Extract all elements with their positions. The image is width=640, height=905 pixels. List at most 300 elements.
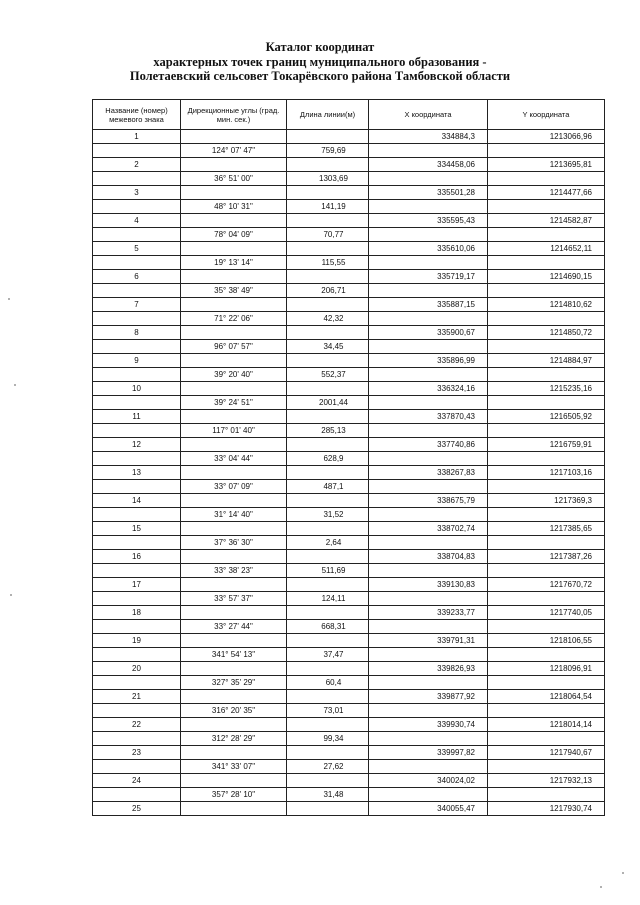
line-length: 31,52 xyxy=(287,508,369,522)
scan-speck xyxy=(600,886,602,888)
table-row-segment xyxy=(93,480,605,494)
table-row-point xyxy=(93,438,605,452)
header-length: Длина линии(м) xyxy=(287,100,369,130)
empty-cell xyxy=(287,802,369,816)
empty-cell xyxy=(287,270,369,284)
empty-cell xyxy=(181,326,287,340)
empty-cell xyxy=(93,200,181,214)
line-length: 2,64 xyxy=(287,536,369,550)
empty-cell xyxy=(287,298,369,312)
point-number: 4 xyxy=(93,214,181,228)
x-coordinate: 338704,83 xyxy=(369,550,488,564)
point-number: 22 xyxy=(93,718,181,732)
x-coordinate: 335896,99 xyxy=(369,354,488,368)
table-row-segment xyxy=(93,732,605,746)
empty-cell xyxy=(369,648,488,662)
empty-cell xyxy=(488,284,605,298)
table-row-segment xyxy=(93,508,605,522)
empty-cell xyxy=(488,396,605,410)
empty-cell xyxy=(181,522,287,536)
empty-cell xyxy=(369,536,488,550)
empty-cell xyxy=(287,466,369,480)
empty-cell xyxy=(93,704,181,718)
table-header-row xyxy=(93,100,605,130)
line-length: 124,11 xyxy=(287,592,369,606)
y-coordinate: 1217930,74 xyxy=(488,802,605,816)
x-coordinate: 338267,83 xyxy=(369,466,488,480)
empty-cell xyxy=(287,158,369,172)
empty-cell xyxy=(181,662,287,676)
direction-angle: 117° 01' 40" xyxy=(181,424,287,438)
table-row-segment xyxy=(93,144,605,158)
direction-angle: 78° 04' 09" xyxy=(181,228,287,242)
table-row-segment xyxy=(93,368,605,382)
empty-cell xyxy=(488,536,605,550)
empty-cell xyxy=(181,746,287,760)
empty-cell xyxy=(287,214,369,228)
table-row-segment xyxy=(93,788,605,802)
empty-cell xyxy=(93,228,181,242)
direction-angle: 33° 57' 37" xyxy=(181,592,287,606)
empty-cell xyxy=(369,564,488,578)
x-coordinate: 335887,15 xyxy=(369,298,488,312)
empty-cell xyxy=(287,354,369,368)
x-coordinate: 334458,06 xyxy=(369,158,488,172)
empty-cell xyxy=(488,312,605,326)
point-number: 15 xyxy=(93,522,181,536)
empty-cell xyxy=(488,592,605,606)
direction-angle: 39° 20' 40" xyxy=(181,368,287,382)
line-length: 2001,44 xyxy=(287,396,369,410)
line-length: 628,9 xyxy=(287,452,369,466)
empty-cell xyxy=(369,592,488,606)
empty-cell xyxy=(181,298,287,312)
empty-cell xyxy=(488,424,605,438)
point-number: 20 xyxy=(93,662,181,676)
empty-cell xyxy=(369,172,488,186)
empty-cell xyxy=(287,438,369,452)
point-number: 10 xyxy=(93,382,181,396)
y-coordinate: 1217369,3 xyxy=(488,494,605,508)
table-row-point xyxy=(93,802,605,816)
empty-cell xyxy=(488,676,605,690)
table-row-segment xyxy=(93,452,605,466)
x-coordinate: 339877,92 xyxy=(369,690,488,704)
scan-speck xyxy=(8,298,10,300)
table-row-point xyxy=(93,298,605,312)
empty-cell xyxy=(93,256,181,270)
empty-cell xyxy=(181,606,287,620)
x-coordinate: 340024,02 xyxy=(369,774,488,788)
line-length: 141,19 xyxy=(287,200,369,214)
direction-angle: 124° 07' 47" xyxy=(181,144,287,158)
y-coordinate: 1214477,66 xyxy=(488,186,605,200)
x-coordinate: 339826,93 xyxy=(369,662,488,676)
empty-cell xyxy=(369,424,488,438)
direction-angle: 31° 14' 40" xyxy=(181,508,287,522)
x-coordinate: 335610,06 xyxy=(369,242,488,256)
empty-cell xyxy=(369,676,488,690)
header-name: Название (номер) межевого знака xyxy=(93,100,181,130)
table-row-segment xyxy=(93,172,605,186)
empty-cell xyxy=(369,620,488,634)
empty-cell xyxy=(488,340,605,354)
direction-angle: 39° 24' 51" xyxy=(181,396,287,410)
empty-cell xyxy=(488,452,605,466)
table-row-segment xyxy=(93,676,605,690)
empty-cell xyxy=(488,704,605,718)
point-number: 21 xyxy=(93,690,181,704)
direction-angle: 33° 27' 44" xyxy=(181,620,287,634)
table-row-point xyxy=(93,690,605,704)
direction-angle: 327° 35' 29" xyxy=(181,676,287,690)
y-coordinate: 1217670,72 xyxy=(488,578,605,592)
point-number: 13 xyxy=(93,466,181,480)
x-coordinate: 339233,77 xyxy=(369,606,488,620)
empty-cell xyxy=(488,620,605,634)
y-coordinate: 1217387,26 xyxy=(488,550,605,564)
table-row-point xyxy=(93,662,605,676)
table-row-segment xyxy=(93,704,605,718)
direction-angle: 33° 04' 44" xyxy=(181,452,287,466)
empty-cell xyxy=(181,186,287,200)
empty-cell xyxy=(369,256,488,270)
empty-cell xyxy=(181,382,287,396)
direction-angle: 71° 22' 06" xyxy=(181,312,287,326)
line-length: 31,48 xyxy=(287,788,369,802)
line-length: 27,62 xyxy=(287,760,369,774)
empty-cell xyxy=(93,536,181,550)
empty-cell xyxy=(287,662,369,676)
y-coordinate: 1214850,72 xyxy=(488,326,605,340)
empty-cell xyxy=(369,340,488,354)
empty-cell xyxy=(287,242,369,256)
direction-angle: 37° 36' 30" xyxy=(181,536,287,550)
y-coordinate: 1215235,16 xyxy=(488,382,605,396)
point-number: 5 xyxy=(93,242,181,256)
empty-cell xyxy=(93,564,181,578)
table-row-segment xyxy=(93,396,605,410)
table-row-point xyxy=(93,634,605,648)
table-row-segment xyxy=(93,564,605,578)
table-row-segment xyxy=(93,424,605,438)
table-row-segment xyxy=(93,592,605,606)
empty-cell xyxy=(93,760,181,774)
table-row-point xyxy=(93,326,605,340)
document-title xyxy=(0,40,640,84)
empty-cell xyxy=(287,746,369,760)
point-number: 2 xyxy=(93,158,181,172)
empty-cell xyxy=(369,284,488,298)
header-y: Y координата xyxy=(488,100,605,130)
direction-angle: 35° 38' 49" xyxy=(181,284,287,298)
direction-angle: 357° 28' 10" xyxy=(181,788,287,802)
x-coordinate: 335595,43 xyxy=(369,214,488,228)
x-coordinate: 337870,43 xyxy=(369,410,488,424)
empty-cell xyxy=(287,690,369,704)
empty-cell xyxy=(287,578,369,592)
table-row-point xyxy=(93,494,605,508)
empty-cell xyxy=(93,340,181,354)
empty-cell xyxy=(93,312,181,326)
table-row-point xyxy=(93,774,605,788)
empty-cell xyxy=(488,760,605,774)
x-coordinate: 339997,82 xyxy=(369,746,488,760)
line-length: 1303,69 xyxy=(287,172,369,186)
empty-cell xyxy=(369,312,488,326)
direction-angle: 341° 54' 13" xyxy=(181,648,287,662)
empty-cell xyxy=(93,508,181,522)
table-row-point xyxy=(93,606,605,620)
direction-angle: 33° 07' 09" xyxy=(181,480,287,494)
empty-cell xyxy=(488,228,605,242)
x-coordinate: 335501,28 xyxy=(369,186,488,200)
empty-cell xyxy=(181,718,287,732)
table-row-segment xyxy=(93,648,605,662)
direction-angle: 19° 13' 14" xyxy=(181,256,287,270)
line-length: 73,01 xyxy=(287,704,369,718)
table-row-point xyxy=(93,186,605,200)
empty-cell xyxy=(369,788,488,802)
y-coordinate: 1214690,15 xyxy=(488,270,605,284)
empty-cell xyxy=(369,144,488,158)
empty-cell xyxy=(369,200,488,214)
point-number: 9 xyxy=(93,354,181,368)
empty-cell xyxy=(93,396,181,410)
direction-angle: 341° 33' 07" xyxy=(181,760,287,774)
empty-cell xyxy=(369,704,488,718)
title-line-3: Полетаевский сельсовет Токарёвского района Тамбовской области xyxy=(129,69,511,83)
y-coordinate: 1214884,97 xyxy=(488,354,605,368)
empty-cell xyxy=(93,284,181,298)
table-row-segment xyxy=(93,256,605,270)
empty-cell xyxy=(287,606,369,620)
empty-cell xyxy=(488,144,605,158)
empty-cell xyxy=(369,480,488,494)
y-coordinate: 1213066,96 xyxy=(488,130,605,144)
table-row-segment xyxy=(93,760,605,774)
point-number: 14 xyxy=(93,494,181,508)
line-length: 668,31 xyxy=(287,620,369,634)
empty-cell xyxy=(181,270,287,284)
empty-cell xyxy=(181,438,287,452)
empty-cell xyxy=(488,564,605,578)
empty-cell xyxy=(488,732,605,746)
direction-angle: 33° 38' 23" xyxy=(181,564,287,578)
table-row-point xyxy=(93,242,605,256)
empty-cell xyxy=(93,592,181,606)
empty-cell xyxy=(369,452,488,466)
y-coordinate: 1214652,11 xyxy=(488,242,605,256)
table-row-segment xyxy=(93,536,605,550)
empty-cell xyxy=(181,130,287,144)
direction-angle: 96° 07' 57" xyxy=(181,340,287,354)
empty-cell xyxy=(287,522,369,536)
empty-cell xyxy=(93,452,181,466)
header-angles: Дирекционные углы (град. мин. сек.) xyxy=(181,100,287,130)
empty-cell xyxy=(181,690,287,704)
empty-cell xyxy=(287,410,369,424)
y-coordinate: 1213695,81 xyxy=(488,158,605,172)
point-number: 11 xyxy=(93,410,181,424)
empty-cell xyxy=(181,774,287,788)
x-coordinate: 334884,3 xyxy=(369,130,488,144)
x-coordinate: 339130,83 xyxy=(369,578,488,592)
empty-cell xyxy=(181,550,287,564)
empty-cell xyxy=(287,634,369,648)
scan-speck xyxy=(622,872,624,874)
y-coordinate: 1214810,62 xyxy=(488,298,605,312)
empty-cell xyxy=(181,494,287,508)
table-row-point xyxy=(93,578,605,592)
empty-cell xyxy=(181,158,287,172)
empty-cell xyxy=(369,732,488,746)
coordinates-table xyxy=(92,99,605,816)
table-row-point xyxy=(93,354,605,368)
x-coordinate: 335719,17 xyxy=(369,270,488,284)
table-row-segment xyxy=(93,312,605,326)
x-coordinate: 338702,74 xyxy=(369,522,488,536)
empty-cell xyxy=(369,760,488,774)
y-coordinate: 1214582,87 xyxy=(488,214,605,228)
point-number: 6 xyxy=(93,270,181,284)
empty-cell xyxy=(93,732,181,746)
x-coordinate: 335900,67 xyxy=(369,326,488,340)
table-row-point xyxy=(93,746,605,760)
empty-cell xyxy=(287,326,369,340)
empty-cell xyxy=(287,130,369,144)
point-number: 18 xyxy=(93,606,181,620)
empty-cell xyxy=(181,466,287,480)
empty-cell xyxy=(181,214,287,228)
point-number: 17 xyxy=(93,578,181,592)
table-row-point xyxy=(93,718,605,732)
empty-cell xyxy=(287,382,369,396)
line-length: 70,77 xyxy=(287,228,369,242)
x-coordinate: 338675,79 xyxy=(369,494,488,508)
line-length: 552,37 xyxy=(287,368,369,382)
empty-cell xyxy=(287,718,369,732)
point-number: 7 xyxy=(93,298,181,312)
empty-cell xyxy=(488,480,605,494)
empty-cell xyxy=(287,550,369,564)
line-length: 487,1 xyxy=(287,480,369,494)
table-row-point xyxy=(93,158,605,172)
empty-cell xyxy=(181,242,287,256)
table-row-point xyxy=(93,410,605,424)
line-length: 34,45 xyxy=(287,340,369,354)
direction-angle: 316° 20' 35" xyxy=(181,704,287,718)
table-row-point xyxy=(93,214,605,228)
point-number: 19 xyxy=(93,634,181,648)
y-coordinate: 1217103,16 xyxy=(488,466,605,480)
table-row-segment xyxy=(93,228,605,242)
empty-cell xyxy=(93,480,181,494)
empty-cell xyxy=(93,144,181,158)
y-coordinate: 1218064,54 xyxy=(488,690,605,704)
header-x: X координата xyxy=(369,100,488,130)
table-row-point xyxy=(93,270,605,284)
x-coordinate: 339930,74 xyxy=(369,718,488,732)
table-row-point xyxy=(93,130,605,144)
y-coordinate: 1216505,92 xyxy=(488,410,605,424)
title-line-2: характерных точек границ муниципального образования - xyxy=(153,54,487,69)
table-row-point xyxy=(93,466,605,480)
line-length: 42,32 xyxy=(287,312,369,326)
y-coordinate: 1217740,05 xyxy=(488,606,605,620)
empty-cell xyxy=(488,648,605,662)
empty-cell xyxy=(181,634,287,648)
empty-cell xyxy=(93,172,181,186)
line-length: 99,34 xyxy=(287,732,369,746)
y-coordinate: 1218014,14 xyxy=(488,718,605,732)
point-number: 1 xyxy=(93,130,181,144)
empty-cell xyxy=(287,774,369,788)
scan-speck xyxy=(14,384,16,386)
point-number: 16 xyxy=(93,550,181,564)
point-number: 23 xyxy=(93,746,181,760)
empty-cell xyxy=(488,368,605,382)
empty-cell xyxy=(181,802,287,816)
direction-angle: 48° 10' 31" xyxy=(181,200,287,214)
line-length: 115,55 xyxy=(287,256,369,270)
empty-cell xyxy=(181,578,287,592)
direction-angle: 36° 51' 00" xyxy=(181,172,287,186)
table-row-point xyxy=(93,382,605,396)
x-coordinate: 339791,31 xyxy=(369,634,488,648)
table-row-segment xyxy=(93,200,605,214)
y-coordinate: 1218106,55 xyxy=(488,634,605,648)
empty-cell xyxy=(93,676,181,690)
empty-cell xyxy=(369,368,488,382)
empty-cell xyxy=(488,200,605,214)
x-coordinate: 336324,16 xyxy=(369,382,488,396)
line-length: 759,69 xyxy=(287,144,369,158)
table-body xyxy=(93,130,605,816)
empty-cell xyxy=(488,256,605,270)
empty-cell xyxy=(369,396,488,410)
table-row-point xyxy=(93,550,605,564)
line-length: 511,69 xyxy=(287,564,369,578)
empty-cell xyxy=(287,494,369,508)
x-coordinate: 337740,86 xyxy=(369,438,488,452)
y-coordinate: 1217932,13 xyxy=(488,774,605,788)
line-length: 37,47 xyxy=(287,648,369,662)
empty-cell xyxy=(93,424,181,438)
y-coordinate: 1218096,91 xyxy=(488,662,605,676)
point-number: 12 xyxy=(93,438,181,452)
empty-cell xyxy=(93,648,181,662)
point-number: 8 xyxy=(93,326,181,340)
table-row-segment xyxy=(93,284,605,298)
empty-cell xyxy=(181,354,287,368)
y-coordinate: 1217940,67 xyxy=(488,746,605,760)
table-row-segment xyxy=(93,620,605,634)
line-length: 206,71 xyxy=(287,284,369,298)
empty-cell xyxy=(93,620,181,634)
empty-cell xyxy=(93,368,181,382)
y-coordinate: 1217385,65 xyxy=(488,522,605,536)
empty-cell xyxy=(488,172,605,186)
empty-cell xyxy=(181,410,287,424)
table-row-segment xyxy=(93,340,605,354)
empty-cell xyxy=(287,186,369,200)
empty-cell xyxy=(369,508,488,522)
scan-speck xyxy=(10,594,12,596)
empty-cell xyxy=(488,788,605,802)
empty-cell xyxy=(369,228,488,242)
point-number: 25 xyxy=(93,802,181,816)
